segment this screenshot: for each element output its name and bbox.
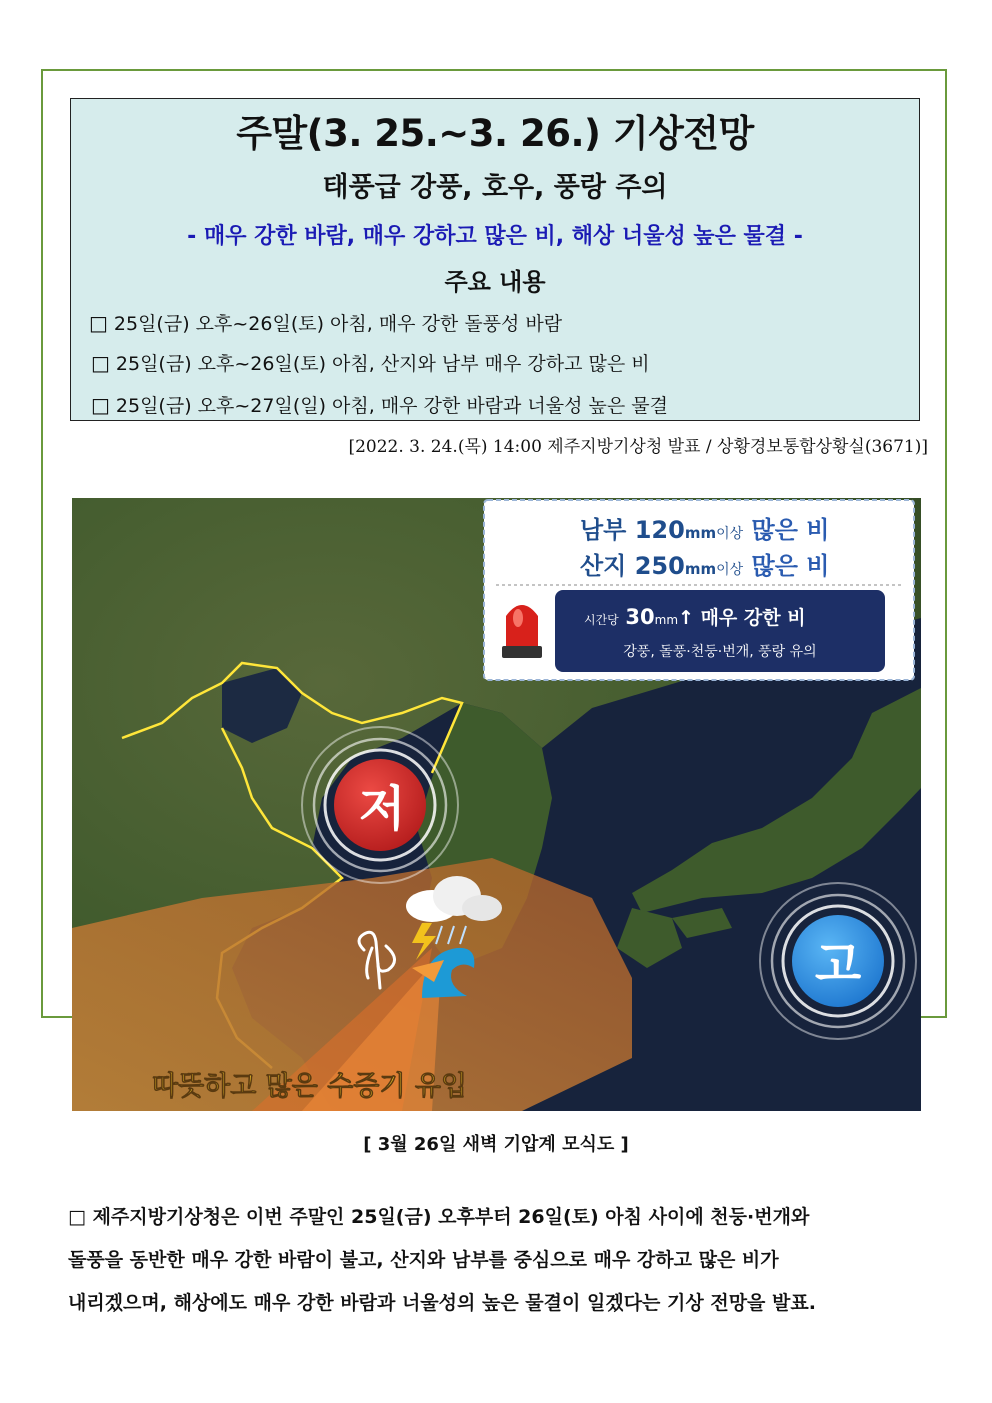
moisture-inflow-label: 따뜻하고 많은 수증기 유입 xyxy=(152,1071,468,1102)
low-pressure-label: 저 xyxy=(358,781,406,837)
high-pressure-label: 고 xyxy=(814,937,862,993)
rain-mountain-label: 산지 250mm이상 많은 비 xyxy=(580,552,830,580)
subtitle: 태풍급 강풍, 호우, 풍랑 주의 xyxy=(322,172,668,203)
key-heading: 주요 내용 xyxy=(444,268,546,296)
key-bullet xyxy=(91,391,668,418)
summary-line: 내리겠으며, 해상에도 매우 강한 바람과 너울성의 높은 물결이 일겠다는 기상 전망을 발표. xyxy=(68,1292,816,1314)
page-title: 주말(3. 25.~3. 26.) 기상전망 xyxy=(236,112,754,155)
rain-south-label: 남부 120mm이상 많은 비 xyxy=(580,516,830,544)
bullet-text: 25일(금) 오후~26일(토) 아침, 매우 강한 돌풍성 바람 xyxy=(113,313,563,335)
summary-line: 돌풍을 동반한 매우 강한 바람이 불고, 산지와 남부를 중심으로 매우 강하고 많은 비가 xyxy=(68,1249,779,1271)
hourly-rain-label: 시간당 30mm↑ 매우 강한 비 xyxy=(584,605,806,629)
pressure-map xyxy=(72,498,921,1111)
bullet-text: 25일(금) 오후~26일(토) 아침, 산지와 남부 매우 강하고 많은 비 xyxy=(115,353,650,375)
key-bullet xyxy=(89,309,562,336)
tagline: - 매우 강한 바람, 매우 강하고 많은 비, 해상 너울성 높은 물결 - xyxy=(187,224,803,249)
bullet-text: 25일(금) 오후~27일(일) 아침, 매우 강한 바람과 너울성 높은 물결 xyxy=(115,395,668,417)
map-caption: [ 3월 26일 새벽 기압계 모식도 ] xyxy=(363,1134,629,1155)
key-bullet xyxy=(91,349,650,376)
checkbox-icon: □ xyxy=(89,311,108,335)
checkbox-icon: □ xyxy=(91,351,110,375)
header-box xyxy=(70,98,920,421)
checkbox-icon: □ xyxy=(91,393,110,417)
source-line: [2022. 3. 24.(목) 14:00 제주지방기상청 발표 / 상황경보통합상황실(3671)] xyxy=(348,437,928,457)
hazard-notice: 강풍, 돌풍·천둥·번개, 풍랑 유의 xyxy=(623,644,817,660)
summary-line: □ 제주지방기상청은 이번 주말인 25일(금) 오후부터 26일(토) 아침 사이에 천둥·번개와 xyxy=(68,1206,810,1228)
